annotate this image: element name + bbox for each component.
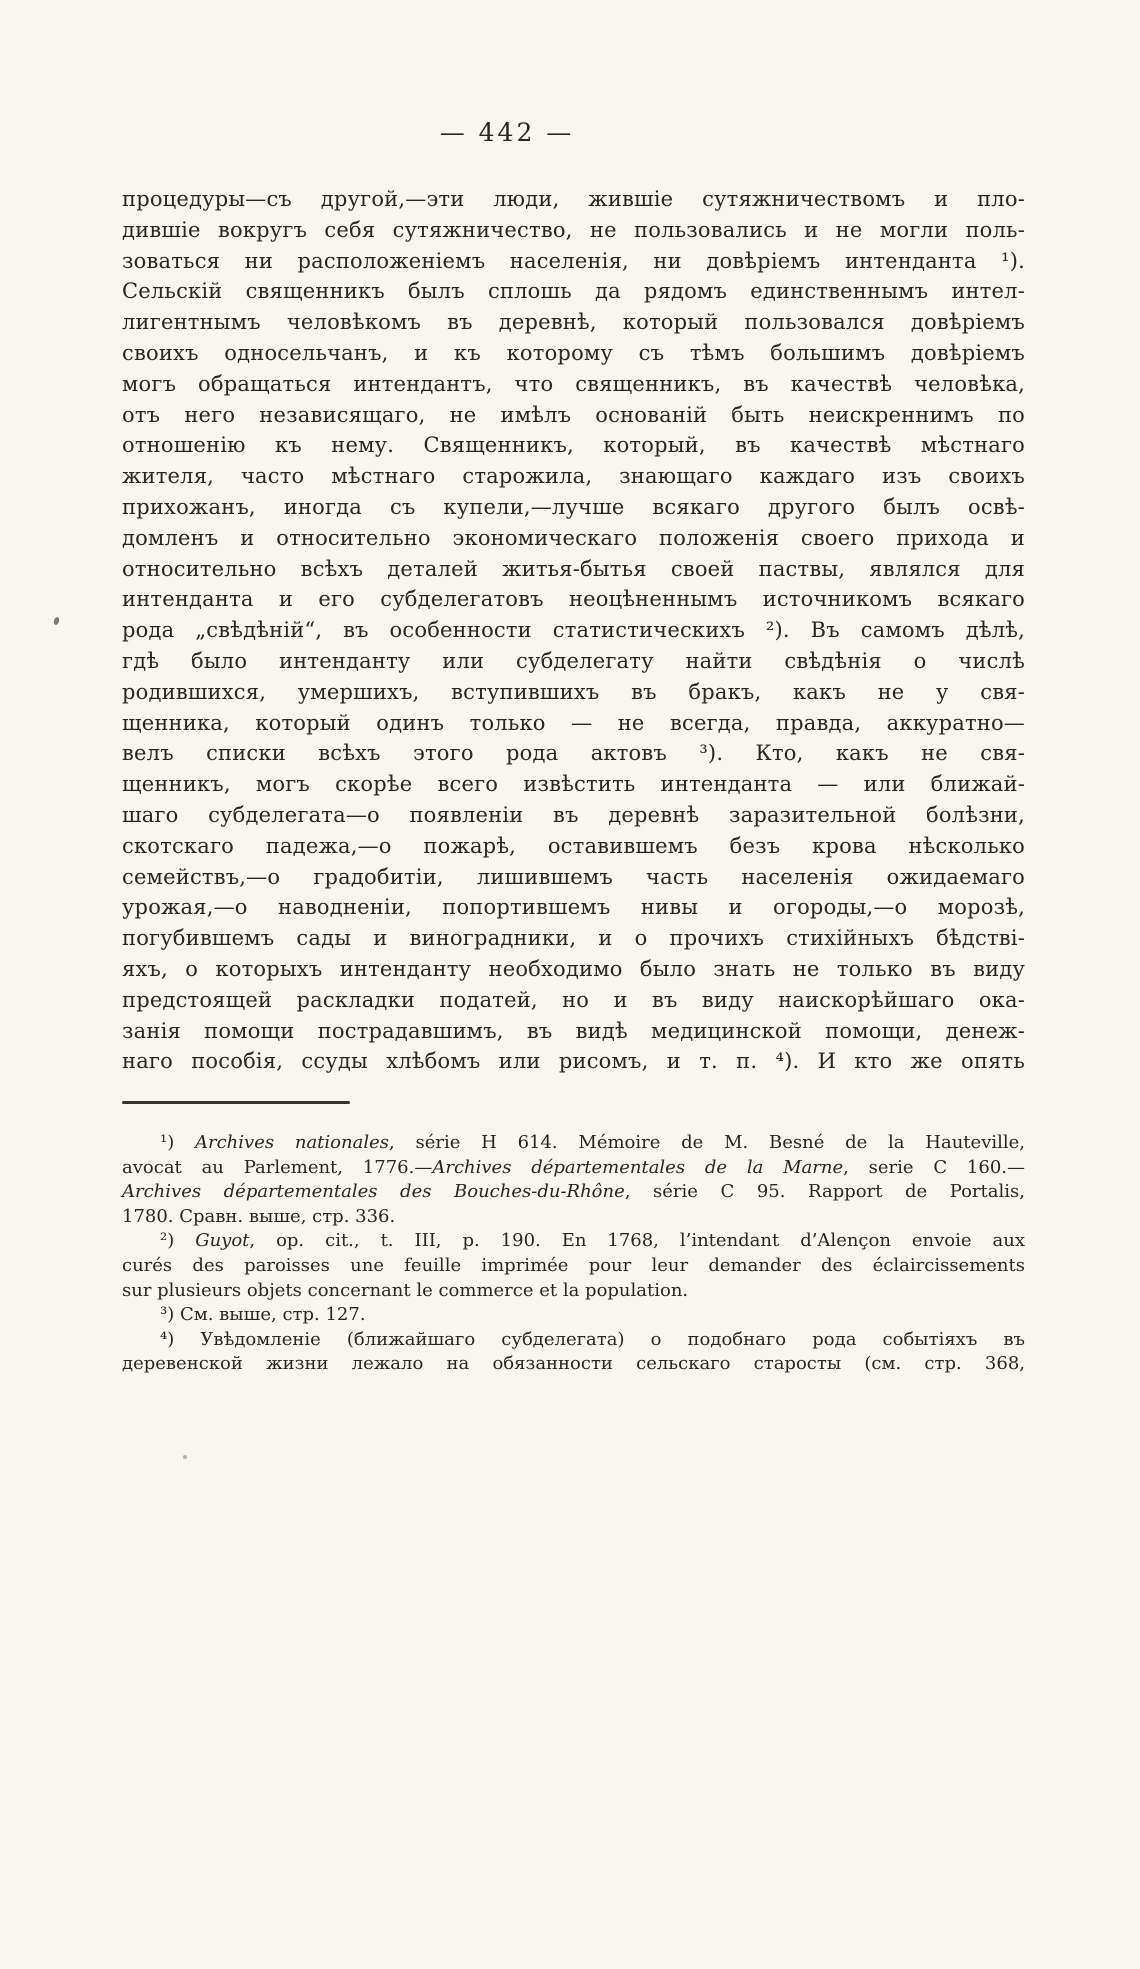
footnote-text: avocat au Parlement, 1776.— — [122, 1156, 433, 1178]
text-line: домленъ и относительно экономическаго положенія своего прихода и — [122, 525, 1025, 550]
text-line: предстоящей раскладки податей, но и въ виду наискорѣйшаго ока- — [122, 987, 1025, 1012]
footnote-line — [122, 1328, 1025, 1353]
text-line: прихожанъ, иногда съ купели,—лучше всякаго другого былъ освѣ- — [122, 494, 1025, 519]
footnote-line — [122, 1131, 1025, 1156]
text-line: отношенію къ нему. Священникъ, который, въ качествѣ мѣстнаго — [122, 433, 1025, 458]
text-line: рода „свѣдѣній“, въ особенности статистическихъ ²). Въ самомъ дѣлѣ, — [122, 618, 1025, 643]
footnote-italic-text: Archives départementales de la Marne — [432, 1156, 844, 1178]
footnote-line — [122, 1303, 1025, 1328]
footnote-text: ²) — [160, 1230, 196, 1252]
text-line: относительно всѣхъ деталей житья-бытья своей паствы, являлся для — [122, 556, 1025, 581]
text-line: родившихся, умершихъ, вступившихъ въ бракъ, какъ не у свя- — [122, 679, 1025, 704]
text-line: яхъ, о которыхъ интенданту необходимо было знать не только въ виду — [122, 956, 1025, 981]
text-line: могъ обращаться интендантъ, что священникъ, въ качествѣ человѣка, — [122, 371, 1025, 396]
text-line: интенданта и его субделегатовъ неоцѣненнымъ источникомъ всякаго — [122, 587, 1025, 612]
footnote-line — [122, 1279, 1025, 1304]
footnote-line — [122, 1205, 1025, 1230]
text-line: своихъ односельчанъ, и къ которому съ тѣмъ большимъ довѣріемъ — [122, 340, 1025, 365]
text-line: наго пособія, ссуды хлѣбомъ или рисомъ, и т. п. ⁴). И кто же опять — [122, 1049, 1025, 1074]
footnote-italic-text: Archives nationales — [195, 1132, 389, 1153]
page-number: — 442 — — [439, 118, 575, 147]
footnote-italic-text: Archives départementales des Bouches-du-Rhône — [122, 1181, 625, 1203]
text-line: отъ него независящаго, не имѣлъ основаній быть неискреннимъ по — [122, 402, 1025, 427]
text-line: семействъ,—о градобитіи, лишившемъ часть населенія ожидаемаго — [122, 864, 1025, 889]
text-line: процедуры—съ другой,—эти люди, жившіе сутяжничествомъ и пло- — [122, 187, 1025, 211]
footnote-line — [122, 1352, 1025, 1377]
footnote-text: 1780. Сравн. выше, стр. 336. — [122, 1205, 396, 1227]
footnote-line — [122, 1156, 1025, 1181]
text-line: лигентнымъ человѣкомъ въ деревнѣ, который пользовался довѣріемъ — [122, 310, 1025, 335]
footnote-text: деревенской жизни лежало на обязанности сельскаго старосты (см. стр. 368, — [122, 1353, 1025, 1375]
text-line: велъ списки всѣхъ этого рода актовъ ³). Кто, какъ не свя- — [122, 741, 1025, 766]
text-line: шаго субделегата—о появленіи въ деревнѣ заразительной болѣзни, — [122, 802, 1025, 827]
footnote-text: , série C 95. Rapport de Portalis, — [624, 1181, 1025, 1203]
footnote-text: sur plusieurs objets concernant le commerce et la population. — [122, 1279, 689, 1301]
footnote-separator — [122, 1101, 350, 1104]
footnote-text: curés des paroisses une feuille imprimée pour leur demander des éclaircissements — [122, 1254, 1025, 1276]
scan-speck — [53, 616, 60, 625]
footnote-italic-text: Guyot — [195, 1230, 250, 1252]
text-line: зоваться ни расположеніемъ населенія, ни довѣріемъ интенданта ¹). — [122, 248, 1025, 273]
text-line: Сельскій священникъ былъ сплошь да рядомъ единственнымъ интел- — [122, 279, 1025, 304]
footnote-line — [122, 1254, 1025, 1279]
footnotes-block — [122, 1131, 1025, 1377]
footnote-text: ¹) — [160, 1132, 195, 1153]
text-line: щенникъ, могъ скорѣе всего извѣстить интенданта — или ближай- — [122, 772, 1025, 797]
text-line: дившіе вокругъ себя сутяжничество, не пользовались и не могли поль- — [122, 217, 1025, 242]
text-line: урожая,—о наводненіи, попортившемъ нивы и огороды,—о морозѣ, — [122, 895, 1025, 920]
footnote-text: , serie C 160.— — [843, 1156, 1026, 1178]
footnote-text: ³) См. выше, стр. 127. — [160, 1304, 366, 1326]
footnote-line — [122, 1229, 1025, 1254]
text-line: погубившемъ сады и виноградники, и о прочихъ стихійныхъ бѣдстві- — [122, 926, 1025, 951]
text-line: щенника, который одинъ только — не всегда, правда, аккуратно— — [122, 710, 1025, 735]
footnote-text: , op. cit., t. III, p. 190. En 1768, l’intendant d’Alençon envoie aux — [249, 1230, 1025, 1252]
footnote-text: ⁴) Увѣдомленіе (ближайшаго субделегата) о подобнаго рода событіяхъ въ — [160, 1328, 1025, 1350]
scan-speck — [183, 1455, 187, 1459]
text-line: скотскаго падежа,—о пожарѣ, оставившемъ безъ крова нѣсколько — [122, 833, 1025, 858]
text-line: занія помощи пострадавшимъ, въ видѣ медицинской помощи, денеж- — [122, 1018, 1025, 1043]
footnote-text: , série H 614. Mémoire de M. Besné de la Hauteville, — [388, 1132, 1026, 1153]
text-line: гдѣ было интенданту или субделегату найти свѣдѣнія о числѣ — [122, 648, 1025, 673]
text-line: жителя, часто мѣстнаго старожила, знающаго каждаго изъ своихъ — [122, 464, 1025, 489]
footnote-line — [122, 1180, 1025, 1205]
main-text-block — [122, 184, 1025, 1077]
